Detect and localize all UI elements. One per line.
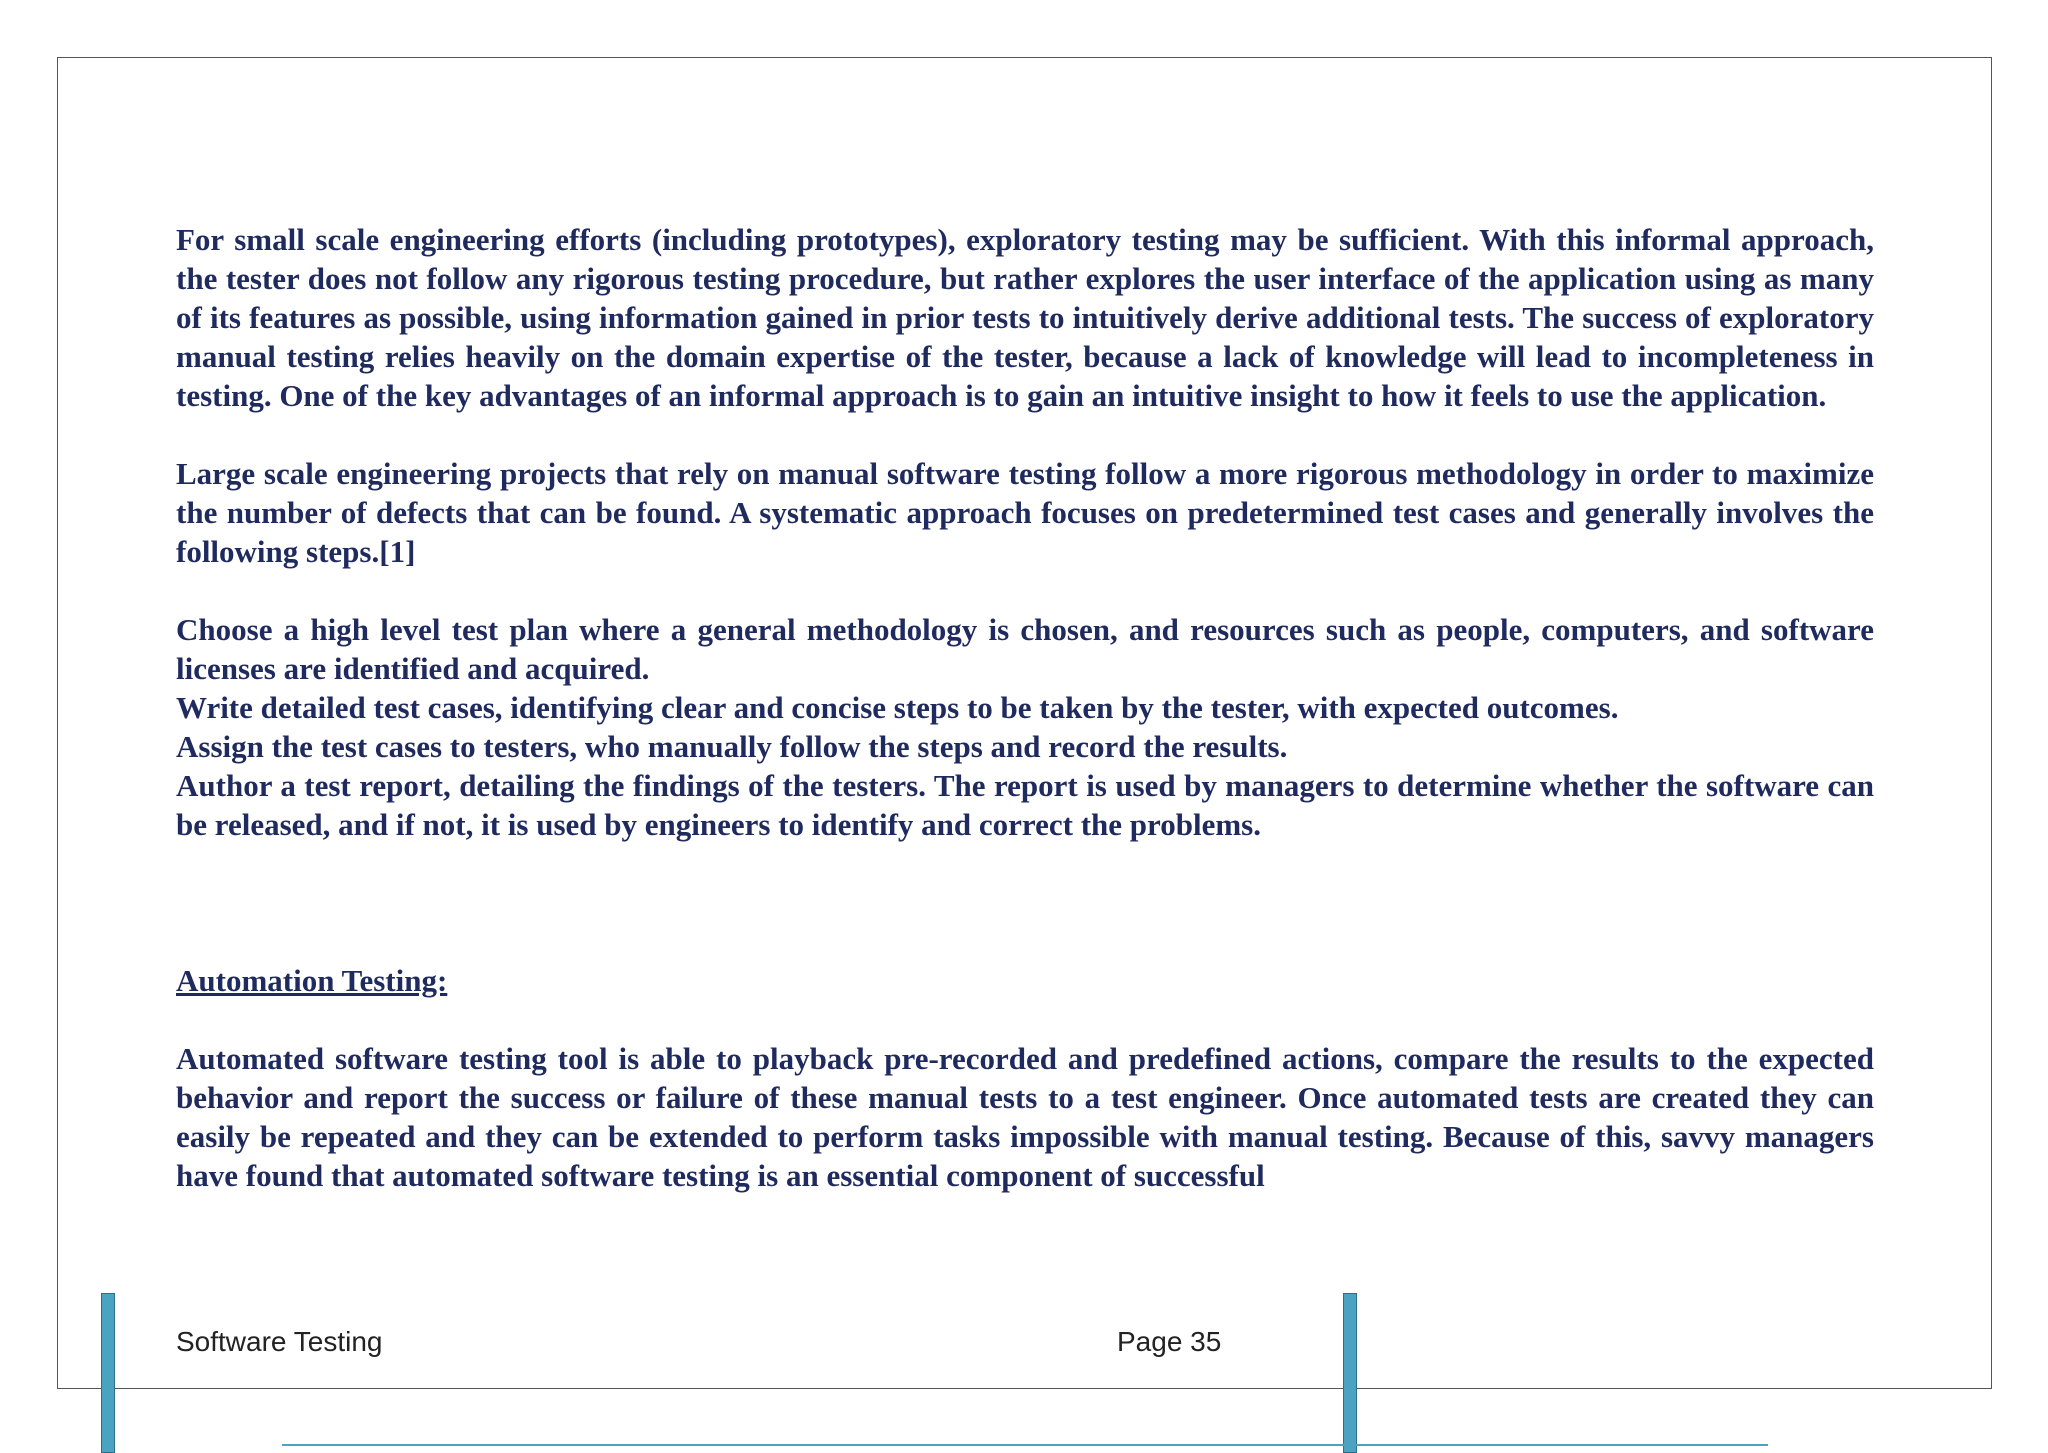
step-item: Choose a high level test plan where a general methodology is chosen, and resources such as people, computers, and software licenses are identified and acquired. <box>176 612 1874 686</box>
spacer <box>176 844 1874 961</box>
spacer <box>176 571 1874 610</box>
spacer <box>176 415 1874 454</box>
spacer <box>176 1000 1874 1039</box>
footer-page-number: Page 35 <box>1117 1326 1222 1357</box>
page-content <box>176 220 1874 1195</box>
footer-decor-bar-left <box>101 1293 115 1453</box>
section-heading: Automation Testing: <box>176 963 448 998</box>
footer-document-title: Software Testing <box>176 1326 383 1357</box>
step-item: Write detailed test cases, identifying clear and concise steps to be taken by the tester, with expected outcomes. <box>176 690 1619 725</box>
paragraph-exploratory-testing: For small scale engineering efforts (including prototypes), exploratory testing may be sufficient. With this informal approach, the tester does not follow any rigorous testing procedure, but rather explores the user interface of the application using as many of its features as possible, using information gained in prior tests to intuitively derive additional tests. The success of exploratory manual testing relies heavily on the domain expertise of the tester, because a lack of knowledge will lead to incompleteness in testing. One of the key advantages of an informal approach is to gain an intuitive insight to how it feels to use the application. <box>176 222 1874 413</box>
paragraph-automation-testing: Automated software testing tool is able to playback pre-recorded and predefined actions, compare the results to the expected behavior and report the success or failure of these manual tests to a test engineer. Once automated tests are created they can easily be repeated and they can be extended to perform tasks impossible with manual testing. Because of this, savvy managers have found that automated software testing is an essential component of successful <box>176 1041 1874 1193</box>
paragraph-systematic-approach: Large scale engineering projects that rely on manual software testing follow a more rigorous methodology in order to maximize the number of defects that can be found. A systematic approach focuses on predetermined test cases and generally involves the following steps.[1] <box>176 456 1874 569</box>
footer-decor-bar-right <box>1343 1293 1357 1453</box>
footer-rule <box>282 1444 1768 1446</box>
step-item: Author a test report, detailing the findings of the testers. The report is used by managers to determine whether the software can be released, and if not, it is used by engineers to identify and correct the problems. <box>176 768 1874 842</box>
step-item: Assign the test cases to testers, who manually follow the steps and record the results. <box>176 729 1288 764</box>
